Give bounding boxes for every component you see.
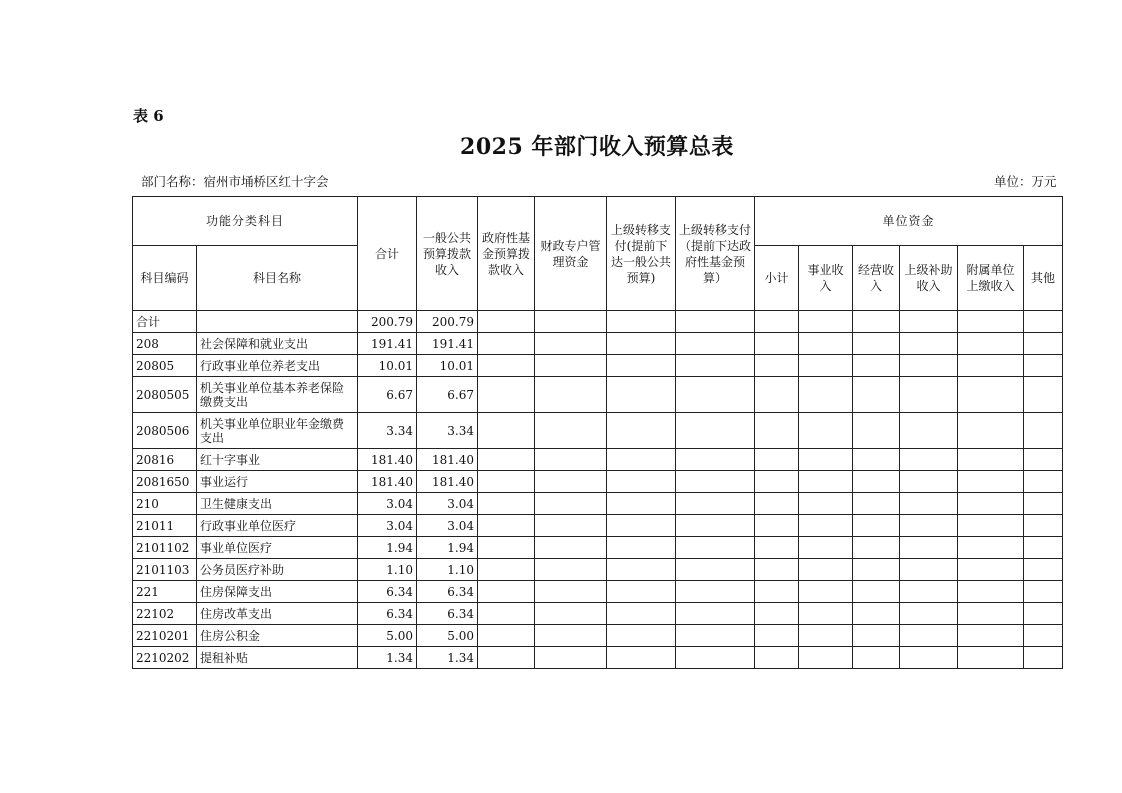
table-row <box>133 515 1063 537</box>
empty-cell <box>607 377 676 413</box>
table-row <box>133 333 1063 355</box>
row-general-budget: 1.10 <box>417 559 478 581</box>
empty-cell <box>607 355 676 377</box>
empty-cell <box>958 493 1024 515</box>
empty-cell <box>676 449 755 471</box>
empty-cell <box>900 471 958 493</box>
empty-cell <box>607 493 676 515</box>
empty-cell <box>958 581 1024 603</box>
row-general-budget: 3.34 <box>417 413 478 449</box>
empty-cell <box>535 413 607 449</box>
empty-cell <box>676 311 755 333</box>
row-total: 1.10 <box>358 559 417 581</box>
empty-cell <box>535 625 607 647</box>
empty-cell <box>900 311 958 333</box>
empty-cell <box>900 449 958 471</box>
header-subsidy-income: 上级补助收入 <box>900 246 958 311</box>
empty-cell <box>900 647 958 669</box>
empty-cell <box>478 625 535 647</box>
empty-cell <box>1024 559 1063 581</box>
row-code: 20805 <box>133 355 197 377</box>
row-total: 6.34 <box>358 581 417 603</box>
row-name: 住房公积金 <box>197 625 358 647</box>
row-general-budget: 3.04 <box>417 493 478 515</box>
table-row <box>133 449 1063 471</box>
row-total: 6.67 <box>358 377 417 413</box>
row-general-budget: 10.01 <box>417 355 478 377</box>
row-total: 6.34 <box>358 603 417 625</box>
row-name: 行政事业单位医疗 <box>197 515 358 537</box>
empty-cell <box>1024 377 1063 413</box>
empty-cell <box>799 581 853 603</box>
empty-cell <box>958 413 1024 449</box>
empty-cell <box>1024 625 1063 647</box>
table-row <box>133 559 1063 581</box>
empty-cell <box>478 559 535 581</box>
table-row <box>133 471 1063 493</box>
table-row <box>133 493 1063 515</box>
table-row <box>133 413 1063 449</box>
empty-cell <box>676 377 755 413</box>
empty-cell <box>958 449 1024 471</box>
row-general-budget: 181.40 <box>417 449 478 471</box>
empty-cell <box>853 413 900 449</box>
empty-cell <box>478 537 535 559</box>
table-body <box>133 311 1063 669</box>
empty-cell <box>755 581 799 603</box>
empty-cell <box>853 311 900 333</box>
empty-cell <box>958 333 1024 355</box>
row-general-budget: 6.67 <box>417 377 478 413</box>
empty-cell <box>900 603 958 625</box>
row-total: 3.34 <box>358 413 417 449</box>
header-general-budget: 一般公共预算拨款收入 <box>417 197 478 311</box>
empty-cell <box>755 377 799 413</box>
empty-cell <box>853 449 900 471</box>
empty-cell <box>535 333 607 355</box>
empty-cell <box>478 647 535 669</box>
empty-cell <box>799 413 853 449</box>
table-row <box>133 581 1063 603</box>
table-row <box>133 603 1063 625</box>
table-number: 表 6 <box>133 107 164 125</box>
header-other: 其他 <box>1024 246 1063 311</box>
empty-cell <box>958 603 1024 625</box>
empty-cell <box>676 413 755 449</box>
empty-cell <box>607 413 676 449</box>
row-name: 行政事业单位养老支出 <box>197 355 358 377</box>
row-code: 221 <box>133 581 197 603</box>
empty-cell <box>478 603 535 625</box>
row-name: 住房保障支出 <box>197 581 358 603</box>
empty-cell <box>1024 493 1063 515</box>
empty-cell <box>755 333 799 355</box>
row-code: 208 <box>133 333 197 355</box>
header-upper-general: 上级转移支付(提前下达一般公共预算) <box>607 197 676 311</box>
row-general-budget: 191.41 <box>417 333 478 355</box>
empty-cell <box>676 333 755 355</box>
empty-cell <box>755 625 799 647</box>
empty-cell <box>958 311 1024 333</box>
empty-cell <box>799 333 853 355</box>
row-total: 1.34 <box>358 647 417 669</box>
empty-cell <box>799 377 853 413</box>
row-general-budget: 200.79 <box>417 311 478 333</box>
empty-cell <box>1024 355 1063 377</box>
row-code: 2101103 <box>133 559 197 581</box>
header-total: 合计 <box>358 197 417 311</box>
empty-cell <box>607 471 676 493</box>
row-code: 210 <box>133 493 197 515</box>
header-name: 科目名称 <box>197 246 358 311</box>
row-name: 住房改革支出 <box>197 603 358 625</box>
row-code: 22102 <box>133 603 197 625</box>
header-special-fund: 财政专户管理资金 <box>535 197 607 311</box>
row-general-budget: 1.34 <box>417 647 478 669</box>
empty-cell <box>900 493 958 515</box>
row-code: 2080506 <box>133 413 197 449</box>
empty-cell <box>755 647 799 669</box>
empty-cell <box>799 603 853 625</box>
row-code: 21011 <box>133 515 197 537</box>
empty-cell <box>755 449 799 471</box>
empty-cell <box>755 537 799 559</box>
empty-cell <box>755 471 799 493</box>
empty-cell <box>1024 413 1063 449</box>
empty-cell <box>799 559 853 581</box>
empty-cell <box>607 559 676 581</box>
row-code: 2080505 <box>133 377 197 413</box>
row-name: 红十字事业 <box>197 449 358 471</box>
empty-cell <box>676 559 755 581</box>
empty-cell <box>607 647 676 669</box>
row-total: 3.04 <box>358 493 417 515</box>
empty-cell <box>676 603 755 625</box>
table-row <box>133 625 1063 647</box>
empty-cell <box>853 333 900 355</box>
empty-cell <box>799 493 853 515</box>
table-row <box>133 647 1063 669</box>
empty-cell <box>853 471 900 493</box>
empty-cell <box>478 355 535 377</box>
empty-cell <box>799 625 853 647</box>
empty-cell <box>607 603 676 625</box>
empty-cell <box>900 355 958 377</box>
page-title: 2025 年部门收入预算总表 <box>460 134 734 160</box>
header-gov-fund: 政府性基金预算拨款收入 <box>478 197 535 311</box>
empty-cell <box>900 625 958 647</box>
empty-cell <box>1024 581 1063 603</box>
empty-cell <box>853 377 900 413</box>
empty-cell <box>1024 311 1063 333</box>
empty-cell <box>535 471 607 493</box>
empty-cell <box>676 647 755 669</box>
table-row <box>133 377 1063 413</box>
row-general-budget: 1.94 <box>417 537 478 559</box>
empty-cell <box>799 647 853 669</box>
empty-cell <box>676 471 755 493</box>
empty-cell <box>676 493 755 515</box>
row-name: 事业单位医疗 <box>197 537 358 559</box>
row-name: 卫生健康支出 <box>197 493 358 515</box>
empty-cell <box>1024 647 1063 669</box>
empty-cell <box>478 413 535 449</box>
empty-cell <box>535 515 607 537</box>
department-label: 部门名称：宿州市埇桥区红十字会 <box>141 174 329 189</box>
empty-cell <box>958 355 1024 377</box>
empty-cell <box>535 581 607 603</box>
empty-cell <box>1024 537 1063 559</box>
empty-cell <box>900 377 958 413</box>
header-code: 科目编码 <box>133 246 197 311</box>
row-total: 10.01 <box>358 355 417 377</box>
row-total: 181.40 <box>358 449 417 471</box>
row-name: 社会保障和就业支出 <box>197 333 358 355</box>
empty-cell <box>958 625 1024 647</box>
empty-cell <box>535 377 607 413</box>
empty-cell <box>478 311 535 333</box>
empty-cell <box>755 413 799 449</box>
empty-cell <box>607 449 676 471</box>
empty-cell <box>900 581 958 603</box>
empty-cell <box>607 581 676 603</box>
empty-cell <box>478 333 535 355</box>
header-operating-income: 经营收入 <box>853 246 900 311</box>
empty-cell <box>535 311 607 333</box>
empty-cell <box>853 647 900 669</box>
empty-cell <box>853 603 900 625</box>
table-row <box>133 311 1063 333</box>
empty-cell <box>853 537 900 559</box>
empty-cell <box>535 603 607 625</box>
empty-cell <box>607 515 676 537</box>
empty-cell <box>607 333 676 355</box>
empty-cell <box>1024 471 1063 493</box>
empty-cell <box>607 625 676 647</box>
empty-cell <box>958 471 1024 493</box>
row-code: 2210201 <box>133 625 197 647</box>
empty-cell <box>958 559 1024 581</box>
empty-cell <box>853 493 900 515</box>
empty-cell <box>900 515 958 537</box>
empty-cell <box>799 311 853 333</box>
row-total: 200.79 <box>358 311 417 333</box>
row-code: 2081650 <box>133 471 197 493</box>
empty-cell <box>1024 449 1063 471</box>
empty-cell <box>535 355 607 377</box>
empty-cell <box>799 449 853 471</box>
table-row <box>133 537 1063 559</box>
empty-cell <box>478 471 535 493</box>
empty-cell <box>535 537 607 559</box>
row-total: 181.40 <box>358 471 417 493</box>
empty-cell <box>900 559 958 581</box>
header-upper-fund: 上级转移支付（提前下达政府性基金预算） <box>676 197 755 311</box>
empty-cell <box>799 355 853 377</box>
row-general-budget: 6.34 <box>417 581 478 603</box>
empty-cell <box>478 515 535 537</box>
empty-cell <box>478 449 535 471</box>
empty-cell <box>607 311 676 333</box>
empty-cell <box>607 537 676 559</box>
empty-cell <box>799 537 853 559</box>
empty-cell <box>535 493 607 515</box>
empty-cell <box>755 355 799 377</box>
row-name: 事业运行 <box>197 471 358 493</box>
empty-cell <box>1024 515 1063 537</box>
header-business-income: 事业收入 <box>799 246 853 311</box>
empty-cell <box>853 515 900 537</box>
header-unit-fund: 单位资金 <box>755 197 1063 246</box>
empty-cell <box>958 515 1024 537</box>
empty-cell <box>853 559 900 581</box>
empty-cell <box>478 493 535 515</box>
header-row-1 <box>133 197 1063 246</box>
empty-cell <box>676 355 755 377</box>
empty-cell <box>900 413 958 449</box>
row-total: 5.00 <box>358 625 417 647</box>
empty-cell <box>755 559 799 581</box>
row-name: 机关事业单位基本养老保险缴费支出 <box>197 377 358 413</box>
empty-cell <box>755 493 799 515</box>
empty-cell <box>676 537 755 559</box>
empty-cell <box>676 581 755 603</box>
empty-cell <box>755 603 799 625</box>
empty-cell <box>900 537 958 559</box>
row-general-budget: 3.04 <box>417 515 478 537</box>
empty-cell <box>1024 603 1063 625</box>
empty-cell <box>853 625 900 647</box>
empty-cell <box>799 471 853 493</box>
row-code: 合计 <box>133 311 197 333</box>
empty-cell <box>1024 333 1063 355</box>
row-name: 公务员医疗补助 <box>197 559 358 581</box>
empty-cell <box>853 355 900 377</box>
empty-cell <box>799 515 853 537</box>
empty-cell <box>853 581 900 603</box>
row-total: 3.04 <box>358 515 417 537</box>
unit-label: 单位：万元 <box>994 174 1057 189</box>
empty-cell <box>535 559 607 581</box>
row-name: 机关事业单位职业年金缴费支出 <box>197 413 358 449</box>
empty-cell <box>958 537 1024 559</box>
row-general-budget: 181.40 <box>417 471 478 493</box>
row-code: 20816 <box>133 449 197 471</box>
empty-cell <box>676 515 755 537</box>
row-name: 提租补贴 <box>197 647 358 669</box>
row-total: 191.41 <box>358 333 417 355</box>
row-name <box>197 311 358 333</box>
row-code: 2101102 <box>133 537 197 559</box>
empty-cell <box>676 625 755 647</box>
empty-cell <box>755 515 799 537</box>
empty-cell <box>958 377 1024 413</box>
empty-cell <box>900 333 958 355</box>
empty-cell <box>755 311 799 333</box>
row-general-budget: 5.00 <box>417 625 478 647</box>
row-general-budget: 6.34 <box>417 603 478 625</box>
table-row <box>133 355 1063 377</box>
row-code: 2210202 <box>133 647 197 669</box>
row-total: 1.94 <box>358 537 417 559</box>
empty-cell <box>478 377 535 413</box>
header-func-subject: 功能分类科目 <box>133 197 358 246</box>
budget-table <box>132 196 1063 669</box>
empty-cell <box>535 449 607 471</box>
empty-cell <box>958 647 1024 669</box>
empty-cell <box>535 647 607 669</box>
empty-cell <box>478 581 535 603</box>
header-subtotal: 小计 <box>755 246 799 311</box>
header-affiliated-income: 附属单位上缴收入 <box>958 246 1024 311</box>
